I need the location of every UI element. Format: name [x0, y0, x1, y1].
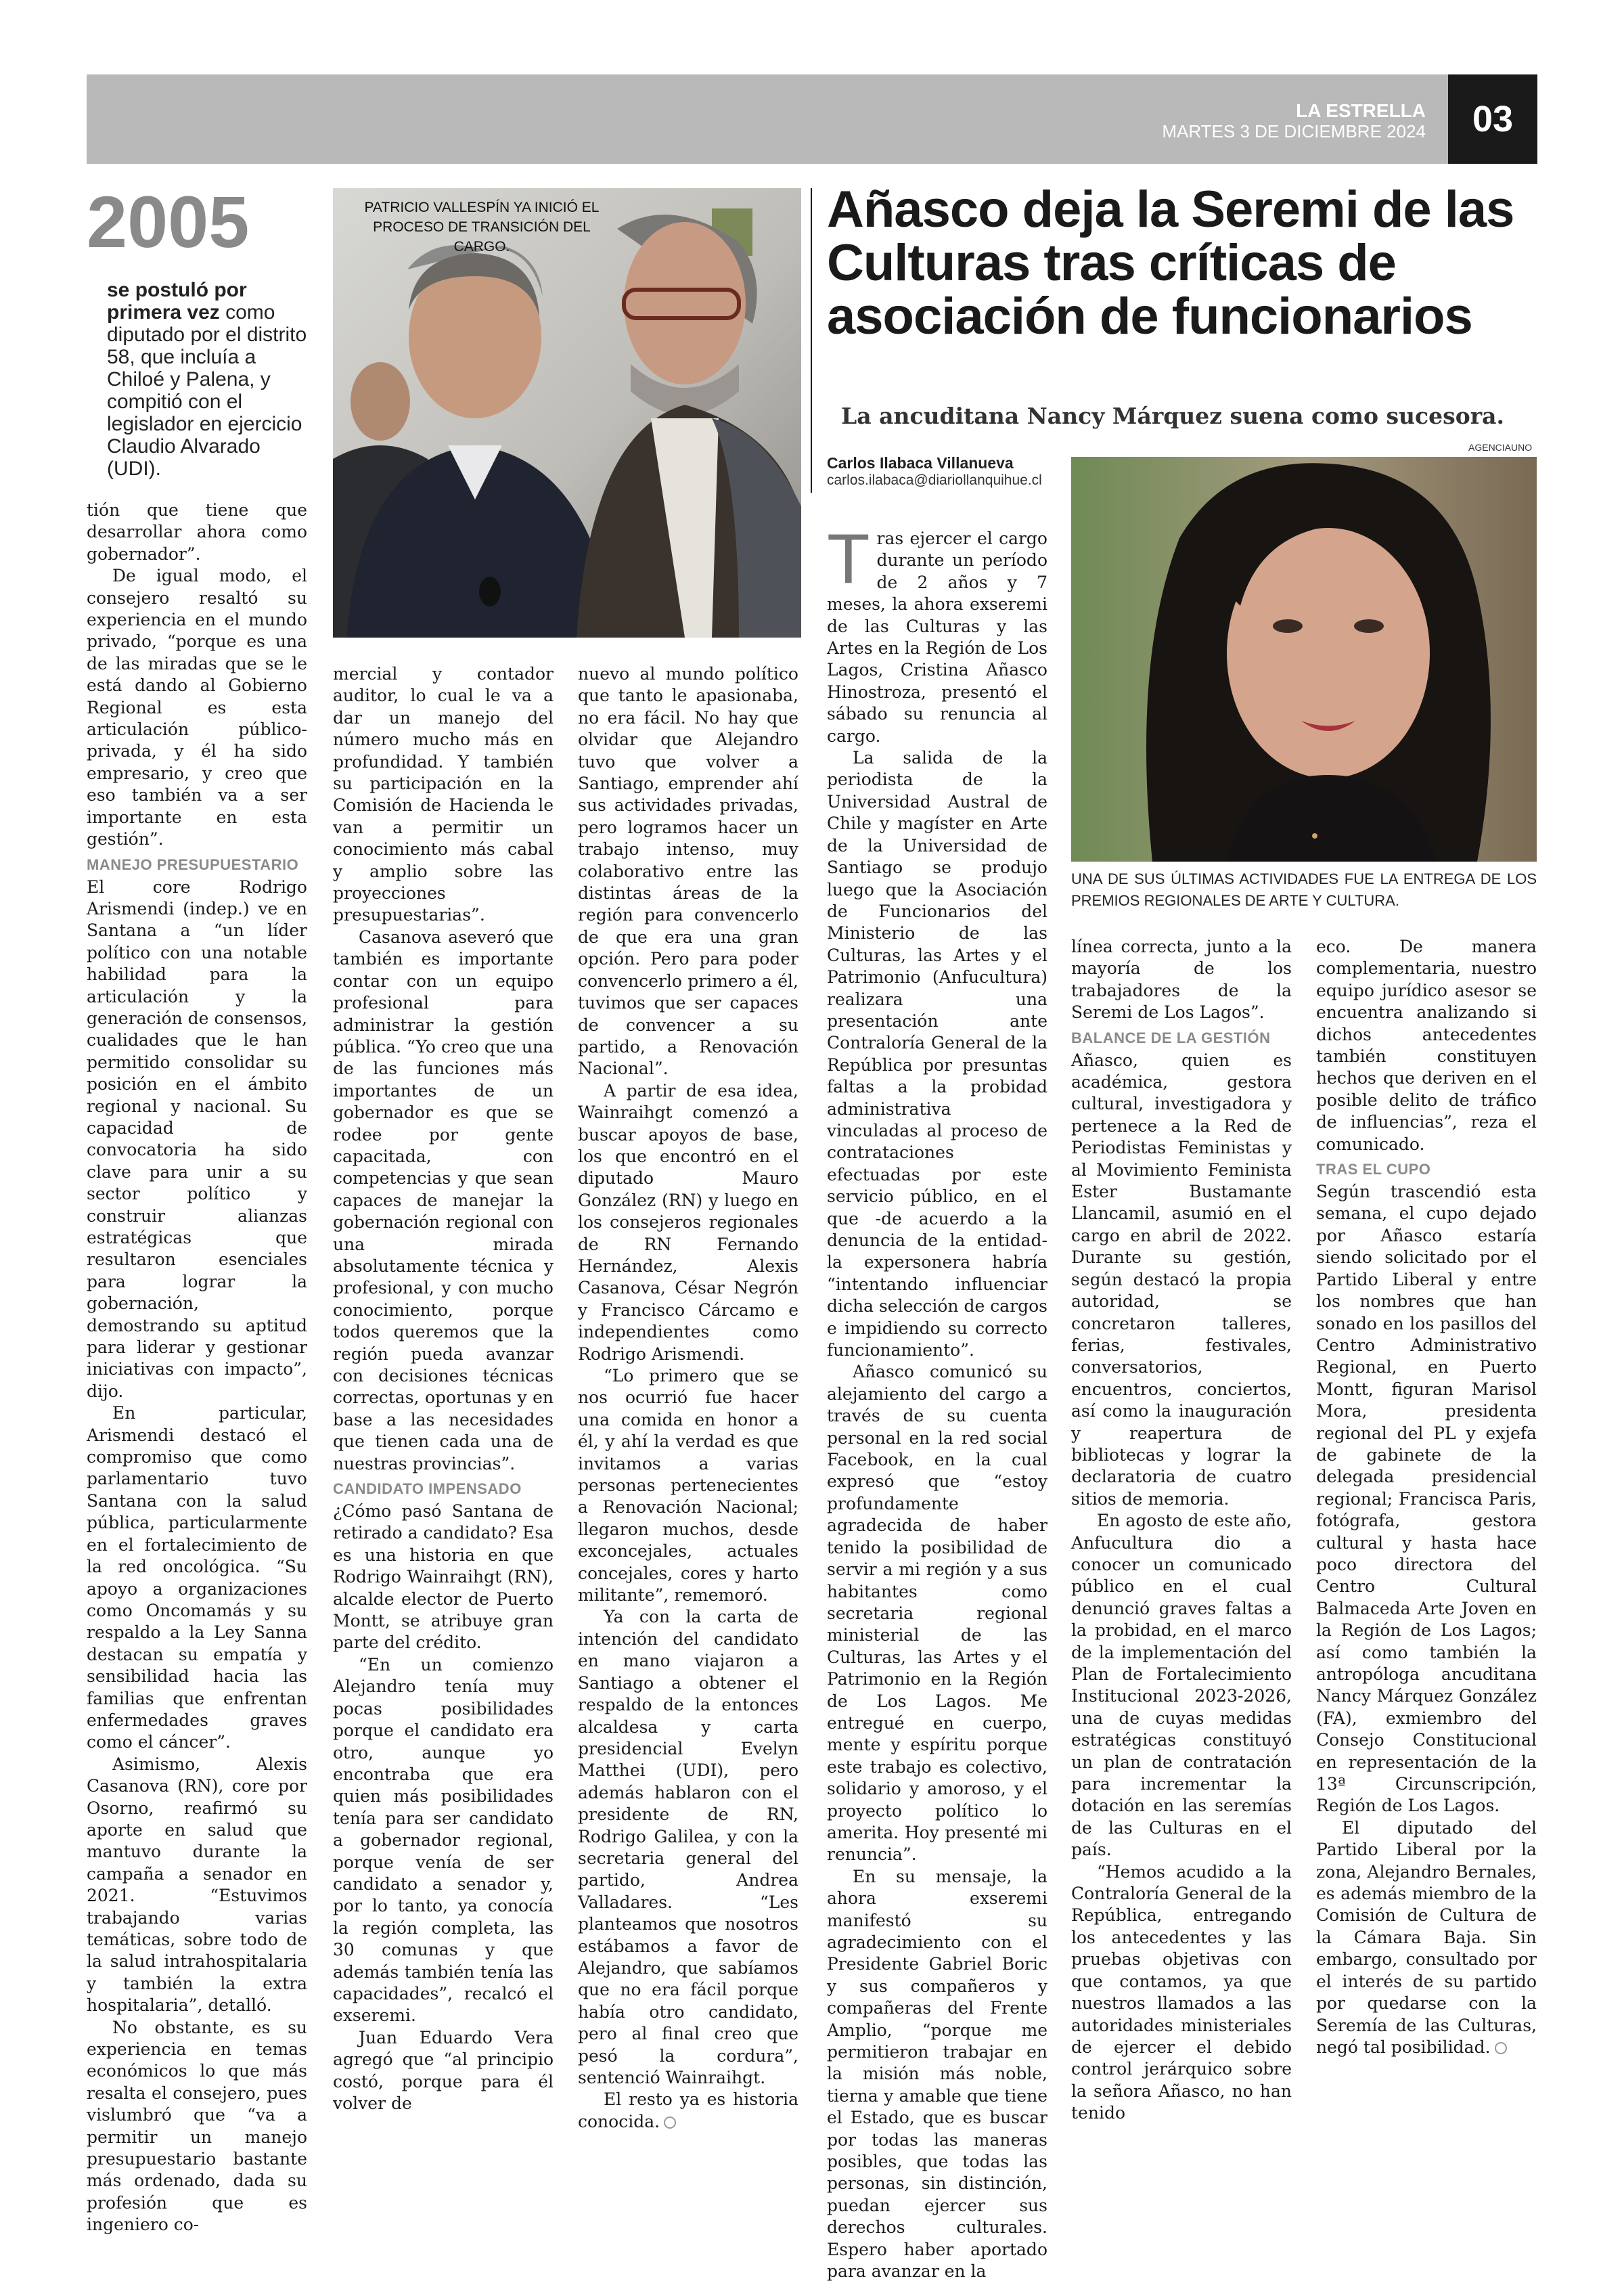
- paragraph: [827, 520, 1047, 747]
- paragraph: Juan Eduardo Vera agregó que “al principio costó, porque para él volver de: [333, 2027, 554, 2113]
- paragraph: ¿Cómo pasó Santana de retirado a candidato? Esa es una historia en que Rodrigo Wainraihgt (RN), alcalde elector de Puerto Montt, se atribuye gran parte del crédito.: [333, 1501, 554, 1653]
- article-column-6: [1316, 936, 1537, 2058]
- photo-credit: AGENCIAUNO: [1468, 442, 1533, 453]
- paragraph: La salida de la periodista de la Universidad Austral de Chile y magíster en Arte de la Universidad de Santiago se produjo luego que la Asociación de Funcionarios del Ministerio de las Culturas, las Artes y el Patrimonio (Anfucultura) realizara una presentación ante Contraloría General de la República por presuntas faltas a la probidad administrativa vinculadas al proceso de contrataciones efectuadas por este servicio público, en el que -de acuerdo a la denuncia de la entidad- la expersonera habría “intentando influenciar dicha selección de cargos e impidiendo su correcto funcionamiento”.: [827, 748, 1047, 1360]
- article-column-1: [87, 500, 307, 2236]
- paragraph: “Lo primero que se nos ocurrió fue hacer una comida en honor a él, y ahí la verdad es que invitamos a varias personas pertenecientes a Renovación Nacional; llegaron muchos, desde exconcejales, actuales concejales, cores y harto militante”, rememoró.: [578, 1366, 798, 1605]
- paragraph: A partir de esa idea, Wainraihgt comenzó a buscar apoyos de base, los que encontró en el diputado Mauro González (RN) y luego en los consejeros regionales de RN Fernando Hernández, Alexis Casanova, César Negrón y Francisco Cárcamo e independientes como Rodrigo Arismendi.: [578, 1080, 798, 1364]
- section-heading: TRAS EL CUPO: [1316, 1161, 1431, 1178]
- sidebox-text: [107, 279, 310, 480]
- paragraph: [1316, 1817, 1537, 2058]
- photo-anasco: [1071, 457, 1537, 862]
- article-subhead: La ancuditana Nancy Márquez suena como sucesora.: [841, 403, 1504, 429]
- page-number: 03: [1448, 74, 1537, 164]
- paragraph: nuevo al mundo político que tanto le apasionaba, no era fácil. No hay que olvidar que Alejandro tuvo que volver a Santiago, emprender ahí sus actividades privadas, pero logramos hacer un trabajo intenso, muy colaborativo entre las distintas áreas de la región para convencerlo de que era una gran opción. Pero para poder convencerlo primero a él, tuvimos que ser capaces de convencer a su partido, a Renovación Nacional”.: [578, 664, 798, 1079]
- article-column-3: [578, 663, 798, 2133]
- column-divider: [811, 188, 812, 493]
- closing-text: El diputado del Partido Liberal por la zona, Alejandro Bernales, es además miembro de la Comisión de Cultura de la Cámara Baja. Sin embargo, consultado por el interés de su partido por quedarse con la Seremía de las Culturas, negó tal posibilidad.: [1316, 1817, 1537, 2057]
- paragraph: eco. De manera complementaria, nuestro equipo jurídico asesor se encuentra analizando si dichos antecedentes también constituyen hechos que deriven en el posible delito de tráfico de influencias”, reza el comunicado.: [1316, 937, 1537, 1154]
- paragraph: Añasco comunicó su alejamiento del cargo a través de su cuenta personal en la red social Facebook, en la cual expresó que “estoy profundamente agradecida de haber tenido la posibilidad de servir a mi región y a sus habitantes como secretaria regional ministerial de las Culturas, las Artes y el Patrimonio en la Región de Los Lagos. Me entregué en cuerpo, mente y espíritu porque este trabajo es colectivo, solidario y amoroso, y el proyecto político lo amerita. Hoy presenté mi renuncia”.: [827, 1362, 1047, 1865]
- photo-anasco-image: [1071, 457, 1537, 862]
- end-of-article-icon: [1495, 2042, 1507, 2054]
- lead-text: ras ejercer el cargo durante un período de 2 años y 7 meses, la ahora exseremi de las Culturas y las Artes en la Región de Los Lagos, Cristina Añasco Hinostroza, presentó el sábado su renuncia al cargo.: [827, 529, 1047, 746]
- photo1-caption: PATRICIO VALLESPÍN YA INICIÓ EL PROCESO DE TRANSICIÓN DEL CARGO.: [364, 200, 600, 254]
- newspaper-name: LA ESTRELLA: [1296, 100, 1426, 121]
- paragraph: “En un comienzo Alejandro tenía muy pocas posibilidades porque el candidato era otro, aunque yo encontraba que era quien más posibilidades tenía para ser candidato a gobernador regional, porque venía de ser candidato a senador y, por lo tanto, ya conocía la región completa, las 30 comunas y que además también tenía las capacidades”, recalcó el exseremi.: [333, 1654, 554, 2026]
- page-header-bar: [87, 74, 1537, 164]
- paragraph: Casanova aseveró que también es importante contar con un equipo profesional para administrar la gestión pública. “Yo creo que una de las funciones más importantes de un gobernador es que se rodee por gente capacitada, con competencias y que sean capaces de manejar la gobernación regional con una mirada absolutamente técnica y profesional, y con mucho conocimiento, porque todos queremos que la región pueda avanzar con decisiones técnicas correctas, oportunas y en base a las necesidades que tienen cada una de nuestras provincias”.: [333, 927, 554, 1473]
- paragraph: En su mensaje, la ahora exseremi manifestó su agradecimiento con el Presidente Gabriel Boric y sus compañeros y compañeras del Frente Amplio, “porque me permitieron trabajar en la misión más noble, tierna y amable que tiene el Estado, que es buscar por todas las maneras posibles, que todas las personas, sin distinción, puedan ejercer sus derechos culturales. Espero haber aportado para avanzar en la: [827, 1866, 1047, 2282]
- article-column-4: [827, 520, 1047, 2283]
- paragraph: Según trascendió esta semana, el cupo dejado por Añasco estaría siendo solicitado por el Partido Liberal y entre los nombres que han sonado en los pasillos del Centro Administrativo Regional, en Puerto Montt, figuran Marisol Mora, presidenta regional del PL y exjefa de gabinete de la delegada presidencial regional; Francisca Paris, fotógrafa, gestora cultural y hasta hace poco directora del Centro Cultural Balmaceda Arte Joven en la Región de Los Lagos; así como también la antropóloga ancuditana Nancy Márquez González (FA), exmiembro del Consejo Constitucional en representación de la 13ª Circunscripción, Región de Los Lagos.: [1316, 1182, 1537, 1816]
- paragraph: [578, 2089, 798, 2133]
- drop-cap: T: [827, 520, 870, 598]
- author-name: Carlos Ilabaca Villanueva: [827, 454, 1014, 472]
- paragraph: El core Rodrigo Arismendi (indep.) ve en Santana a “un líder político con una notable habilidad para la articulación y la generación de consensos, cualidades que le han permitido consolidar su posición en el ámbito regional y nacional. Su capacidad de convocatoria ha sido clave para unir a su sector político y construir alianzas estratégicas que resultaron esenciales para lograr la gobernación, demostrando su aptitud para liderar y gestionar iniciativas con impacto”, dijo.: [87, 877, 307, 1401]
- paragraph: Ya con la carta de intención del candidato en mano viajaron a Santiago a obtener el respaldo de la entonces alcaldesa y carta presidencial Evelyn Matthei (UDI), pero además hablaron con el presidente de RN, Rodrigo Galilea, y con la secretaria general del partido, Andrea Valladares. “Les planteamos que nosotros estábamos a favor de Alejandro, que sabíamos que no era fácil porque había otro candidato, pero al final creo que pesó la cordura”, sentenció Wainraihgt.: [578, 1607, 798, 2087]
- end-of-article-icon: [664, 2116, 676, 2129]
- article-column-5: [1071, 936, 1292, 2125]
- paragraph: tión que tiene que desarrollar ahora como gobernador”.: [87, 500, 307, 564]
- paragraph: De igual modo, el consejero resaltó su experiencia en el mundo privado, “porque es una de las miradas que se le está dando al Gobierno Regional es esta articulación público-privada, y él ha sido empresario, y creo que eso también va a ser importante en esta gestión”.: [87, 566, 307, 849]
- author-email: carlos.ilabaca@diariollanquihue.cl: [827, 472, 1042, 488]
- photo2-caption: UNA DE SUS ÚLTIMAS ACTIVIDADES FUE LA ENTREGA DE LOS PREMIOS REGIONALES DE ARTE Y CULTURA.: [1071, 870, 1537, 909]
- paragraph: “Hemos acudido a la Contraloría General de la República, entregando los antecedentes y las pruebas objetivas con que contamos, ya que nuestros llamados a las autoridades ministeriales de ejercer el debido control jerárquico sobre la señora Añasco, no han tenido: [1071, 1861, 1292, 2123]
- photo-vallespin: [333, 188, 801, 638]
- closing-text: El resto ya es historia conocida.: [578, 2089, 798, 2131]
- paragraph: mercial y contador auditor, lo cual le va a dar un manejo del número mucho más en profundidad. Y también su participación en la Comisión de Hacienda le van a permitir un conocimiento más cabal y amplio sobre las proyecciones presupuestarias”.: [333, 664, 554, 925]
- section-heading: MANEJO PRESUPUESTARIO: [87, 856, 299, 873]
- article-headline: Añasco deja la Seremi de las Culturas tras críticas de asociación de funcionarios: [827, 181, 1514, 345]
- sidebox-rest: como diputado por el distrito 58, que incluía a Chiloé y Palena, y compitió con el legislador en ejercicio Claudio Alvarado (UDI).: [107, 301, 307, 480]
- section-heading: BALANCE DE LA GESTIÓN: [1071, 1029, 1271, 1046]
- section-heading: CANDIDATO IMPENSADO: [333, 1480, 522, 1498]
- sidebox-number: 2005: [87, 181, 250, 263]
- sidebox-lead: se postuló por primera vez: [107, 279, 247, 324]
- paragraph: En agosto de este año, Anfucultura dio a conocer un comunicado público en el cual denunció graves faltas a la probidad, en el marco de la implementación del Plan de Fortalecimiento Institucional 2023-2026, una de cuyas medidas estratégicas constituyó un plan de contratación para incrementar la dotación en las seremías de las Culturas en el país.: [1071, 1511, 1292, 1860]
- paragraph: línea correcta, junto a la mayoría de los trabajadores de la Seremi de Los Lagos”.: [1071, 937, 1292, 1023]
- issue-date: MARTES 3 DE DICIEMBRE 2024: [1162, 121, 1426, 141]
- paragraph: Añasco, quien es académica, gestora cultural, investigadora y pertenece a la Red de Periodistas Feministas y al Movimiento Feminista Ester Bustamante Llancamil, asumió en el cargo en abril de 2022. Durante su gestión, según destacó la propia autoridad, se concretaron talleres, ferias, festivales, conversatorios, encuentros, conciertos, así como la inauguración y reapertura de bibliotecas y lograr la declaratoria de cuatro sitios de memoria.: [1071, 1050, 1292, 1509]
- paragraph: En particular, Arismendi destacó el compromiso que como parlamentario tuvo Santana con la salud pública, particularmente en el fortalecimiento de la red oncológica. “Su apoyo a organizaciones como Oncomamás y su respaldo a la Ley Sanna destacan su empatía y sensibilidad hacia las familias que enfrentan enfermedades graves como el cáncer”.: [87, 1403, 307, 1752]
- paragraph: Asimismo, Alexis Casanova (RN), core por Osorno, reafirmó su aporte en salud que mantuvo durante la campaña a senador en 2021. “Estuvimos trabajando varias temáticas, sobre todo de la salud intrahospitalaria y también la extra hospitalaria”, detalló.: [87, 1754, 307, 2016]
- paragraph: No obstante, es su experiencia en temas económicos lo que más resalta el consejero, pues vislumbró que “va a permitir un manejo presupuestario bastante más ordenado, dada su profesión que es ingeniero co-: [87, 2017, 307, 2235]
- article-column-2: [333, 663, 554, 2114]
